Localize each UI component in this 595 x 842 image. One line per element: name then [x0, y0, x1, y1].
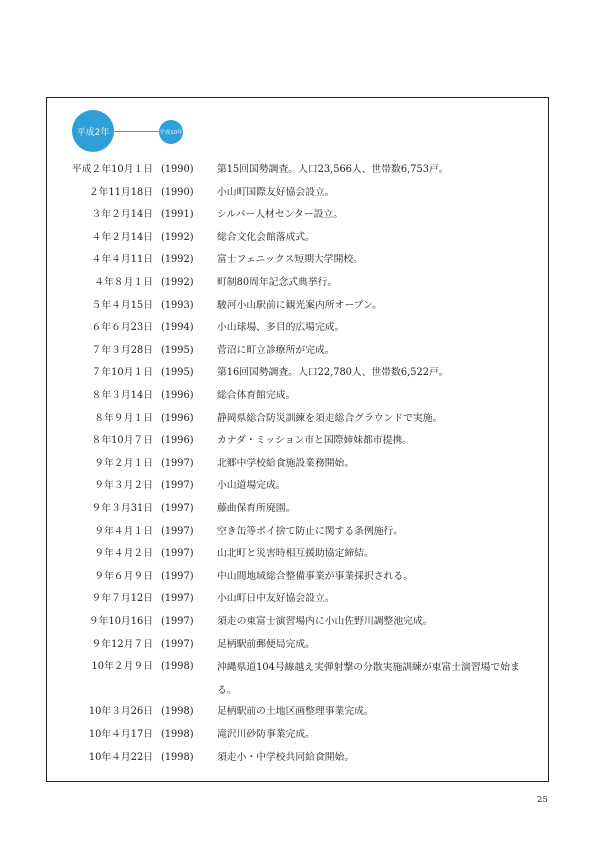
entry-event: 足柄駅前の土地区画整理事業完成。	[217, 706, 374, 718]
entry-event: シルバー人材センター設立。	[217, 209, 344, 221]
entry-date: ９年４月１日	[94, 525, 153, 537]
entry-date: ９年２月１日	[94, 457, 153, 469]
entry-year: (1997)	[161, 480, 194, 492]
era-end-badge: 平成10年	[159, 120, 183, 144]
chronology-row	[0, 616, 595, 639]
entry-event: 総合体育館完成。	[217, 390, 296, 401]
chronology-row	[0, 729, 595, 752]
entry-event: 小山町国際友好協会設立。	[217, 186, 335, 198]
chronology-row	[0, 277, 595, 300]
entry-date: ６年６月23日	[91, 322, 153, 334]
entry-event: 総合文化会館落成式。	[217, 231, 315, 243]
entry-date: ２年11月18日	[88, 186, 153, 198]
entry-date: ９年４月２日	[94, 548, 153, 560]
entry-event: 小山球場、多目的広場完成。	[217, 322, 345, 334]
chronology-row	[0, 435, 595, 458]
entry-event: 静岡県総合防災訓練を須走総合グラウンドで実施。	[217, 412, 443, 424]
entry-event: 北郷中学校給食施設業務開始。	[217, 457, 355, 469]
chronology-row	[0, 503, 595, 526]
entry-event: 富士フェニックス短期大学開校。	[217, 254, 363, 266]
entry-year: (1992)	[161, 231, 194, 243]
entry-date: 10年３月26日	[88, 706, 153, 718]
entry-year: (1997)	[161, 457, 194, 469]
entry-date: 平成２年10月１日	[71, 164, 153, 175]
entry-year: (1990)	[161, 164, 194, 175]
entry-year: (1996)	[161, 435, 194, 447]
entry-event: 藤曲保育所廃園。	[217, 503, 296, 514]
entry-year: (1991)	[161, 209, 194, 221]
entry-event: 中山間地域総合整備事業が事業採択される。	[217, 570, 413, 582]
entry-date: ９年10月16日	[88, 616, 153, 627]
entry-event: 山北町と災害時相互援助協定締結。	[217, 548, 374, 560]
chronology-row	[0, 187, 595, 210]
entry-event: 足柄駅前郵便局完成。	[217, 638, 315, 650]
entry-date: 10年２月９日	[91, 661, 153, 673]
page-number: 25	[537, 795, 548, 805]
entry-event: 小山道場完成。	[217, 480, 286, 492]
entry-event: 町制80周年記念式典挙行。	[217, 277, 338, 288]
entry-year: (1990)	[161, 186, 194, 198]
chronology-row	[0, 300, 595, 323]
chronology-row	[0, 254, 595, 277]
entry-event: 須走小・中学校共同給食開始。	[217, 751, 355, 763]
entry-date: 10年４月22日	[88, 751, 153, 763]
entry-event: 須走の東富士演習場内に小山佐野川調整池完成。	[217, 616, 433, 627]
chronology-row	[0, 548, 595, 571]
entry-year: (1998)	[161, 661, 194, 673]
entry-date: ７年10月１日	[91, 367, 153, 379]
entry-year: (1995)	[161, 344, 194, 356]
entry-year: (1993)	[161, 299, 194, 311]
chronology-row	[0, 164, 595, 187]
entry-event: 小山町日中友好協会設立。	[217, 593, 335, 605]
entry-year: (1994)	[161, 322, 194, 334]
entry-year: (1998)	[161, 729, 194, 740]
era-start-badge: 平成2年	[72, 110, 114, 152]
chronology-row	[0, 390, 595, 413]
entry-year: (1995)	[161, 367, 194, 379]
entry-date: ８年３月14日	[91, 390, 153, 401]
entry-event: 菅沼に町立診療所が完成。	[217, 344, 335, 356]
chronology-row	[0, 232, 595, 255]
chronology-row	[0, 593, 595, 616]
chronology-row	[0, 345, 595, 368]
entry-date: ３年２月14日	[91, 209, 153, 221]
entry-year: (1997)	[161, 616, 194, 627]
entry-event: 駿河小山駅前に観光案内所オープン。	[217, 299, 382, 311]
chronology-row	[0, 526, 595, 549]
entry-event: 第16回国勢調査。人口22,780人、世帯数6,522戸。	[217, 367, 449, 379]
entry-year: (1998)	[161, 706, 194, 718]
entry-year: (1992)	[161, 254, 194, 266]
chronology-row	[0, 706, 595, 729]
chronology-row	[0, 458, 595, 481]
entry-year: (1997)	[161, 593, 194, 605]
chronology-row	[0, 571, 595, 594]
entry-year: (1997)	[161, 570, 194, 582]
entry-date: ４年２月14日	[91, 231, 153, 243]
entry-year: (1992)	[161, 277, 194, 288]
entry-date: ９年７月12日	[91, 593, 153, 605]
entry-date: ５年４月15日	[91, 299, 153, 311]
chronology-row	[0, 480, 595, 503]
entry-date: ９年３月２日	[94, 480, 153, 492]
entry-year: (1996)	[161, 390, 194, 401]
entry-event: 第15回国勢調査。人口23,566人、世帯数6,753戸。	[217, 164, 449, 175]
entry-year: (1998)	[161, 751, 194, 763]
entry-date: ８年９月１日	[94, 412, 153, 424]
entry-event: 滝沢川砂防事業完成。	[217, 729, 315, 740]
chronology-row	[0, 661, 595, 706]
entry-date: 10年４月17日	[88, 729, 153, 740]
entry-event: 沖縄県道104号線越え実弾射撃の分散実施訓練が東富士演習場で始まる。	[217, 662, 520, 697]
chronology-row	[0, 209, 595, 232]
entry-date: ４年４月11日	[91, 254, 153, 266]
chronology-row	[0, 367, 595, 390]
entry-date: ４年８月１日	[94, 277, 153, 288]
entry-year: (1997)	[161, 548, 194, 560]
entry-date: ７年３月28日	[91, 344, 153, 356]
entry-year: (1997)	[161, 503, 194, 514]
entry-date: ９年６月９日	[94, 570, 153, 582]
chronology-row	[0, 413, 595, 436]
entry-year: (1996)	[161, 412, 194, 424]
entry-year: (1997)	[161, 638, 194, 650]
era-connector-line	[114, 131, 159, 132]
entry-date: ８年10月７日	[91, 435, 153, 447]
chronology-row	[0, 752, 595, 775]
entry-event: カナダ・ミッション市と国際姉妹都市提携。	[217, 435, 413, 447]
entry-date: ９年12月７日	[91, 638, 153, 650]
entry-date: ９年３月31日	[91, 503, 153, 514]
entry-year: (1997)	[161, 525, 194, 537]
entry-event: 空き缶等ポイ捨て防止に関する条例施行。	[217, 525, 404, 537]
chronology-row	[0, 322, 595, 345]
